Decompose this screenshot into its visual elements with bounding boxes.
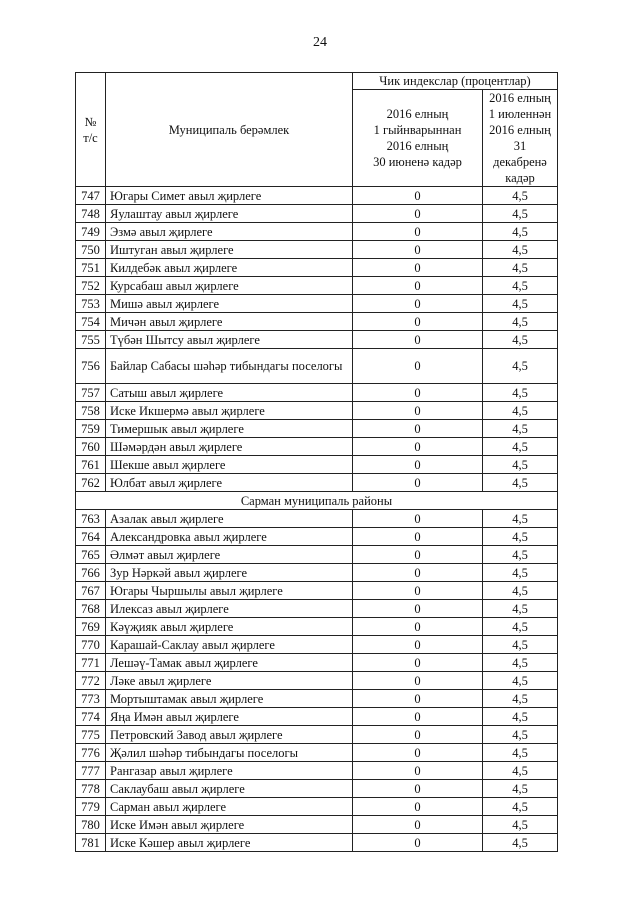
table-row — [76, 546, 558, 564]
index-period-2: 4,5 — [483, 582, 558, 600]
header-municipality: Муниципаль берәмлек — [106, 73, 353, 187]
municipality-name: Әлмәт авыл җирлеге — [106, 546, 353, 564]
municipality-name: Тимершык авыл җирлеге — [106, 420, 353, 438]
index-period-1: 0 — [353, 600, 483, 618]
row-number: 760 — [76, 438, 106, 456]
index-period-2: 4,5 — [483, 510, 558, 528]
index-period-2: 4,5 — [483, 456, 558, 474]
municipality-name: Яулаштау авыл җирлеге — [106, 205, 353, 223]
index-period-1: 0 — [353, 636, 483, 654]
row-number: 776 — [76, 744, 106, 762]
municipality-name: Илексаз авыл җирлеге — [106, 600, 353, 618]
municipality-name: Мишә авыл җирлеге — [106, 295, 353, 313]
table-row — [76, 798, 558, 816]
table-row — [76, 618, 558, 636]
table-row — [76, 187, 558, 205]
index-table — [75, 72, 558, 852]
table-row — [76, 474, 558, 492]
municipality-name: Кәүҗияк авыл җирлеге — [106, 618, 353, 636]
table-row — [76, 690, 558, 708]
index-period-2: 4,5 — [483, 420, 558, 438]
table-row — [76, 636, 558, 654]
row-number: 756 — [76, 349, 106, 384]
municipality-name: Сарман авыл җирлеге — [106, 798, 353, 816]
table-row — [76, 402, 558, 420]
table-row — [76, 438, 558, 456]
table-row — [76, 780, 558, 798]
row-number: 752 — [76, 277, 106, 295]
table-row — [76, 223, 558, 241]
index-period-2: 4,5 — [483, 816, 558, 834]
row-number: 754 — [76, 313, 106, 331]
municipality-name: Зур Нәркәй авыл җирлеге — [106, 564, 353, 582]
index-period-2: 4,5 — [483, 708, 558, 726]
index-period-1: 0 — [353, 834, 483, 852]
municipality-name: Петровский Завод авыл җирлеге — [106, 726, 353, 744]
index-period-2: 4,5 — [483, 744, 558, 762]
index-period-1: 0 — [353, 546, 483, 564]
index-period-1: 0 — [353, 708, 483, 726]
index-period-1: 0 — [353, 798, 483, 816]
row-number: 774 — [76, 708, 106, 726]
index-period-1: 0 — [353, 528, 483, 546]
municipality-name: Саклаубаш авыл җирлеге — [106, 780, 353, 798]
municipality-name: Җәлил шәһәр тибындагы поселогы — [106, 744, 353, 762]
row-number: 765 — [76, 546, 106, 564]
row-number: 768 — [76, 600, 106, 618]
index-period-1: 0 — [353, 349, 483, 384]
municipality-name: Иске Имән авыл җирлеге — [106, 816, 353, 834]
header-limit-indexes: Чик индекслар (процентлар) — [353, 73, 558, 90]
index-period-1: 0 — [353, 510, 483, 528]
municipality-name: Иске Кәшер авыл җирлеге — [106, 834, 353, 852]
municipality-name: Курсабаш авыл җирлеге — [106, 277, 353, 295]
table-row — [76, 726, 558, 744]
table-row — [76, 241, 558, 259]
header-number: № т/с — [76, 73, 106, 187]
table-row — [76, 420, 558, 438]
index-period-2: 4,5 — [483, 690, 558, 708]
row-number: 778 — [76, 780, 106, 798]
municipality-name: Рангазар авыл җирлеге — [106, 762, 353, 780]
index-period-1: 0 — [353, 384, 483, 402]
index-period-2: 4,5 — [483, 241, 558, 259]
municipality-name: Килдебәк авыл җирлеге — [106, 259, 353, 277]
row-number: 767 — [76, 582, 106, 600]
table-row — [76, 331, 558, 349]
index-period-2: 4,5 — [483, 402, 558, 420]
index-period-1: 0 — [353, 564, 483, 582]
index-period-2: 4,5 — [483, 474, 558, 492]
table-row — [76, 384, 558, 402]
page-number: 24 — [313, 35, 327, 50]
index-period-2: 4,5 — [483, 780, 558, 798]
row-number: 777 — [76, 762, 106, 780]
index-period-2: 4,5 — [483, 564, 558, 582]
index-period-1: 0 — [353, 474, 483, 492]
index-period-1: 0 — [353, 420, 483, 438]
index-period-1: 0 — [353, 277, 483, 295]
row-number: 781 — [76, 834, 106, 852]
index-period-2: 4,5 — [483, 277, 558, 295]
row-number: 764 — [76, 528, 106, 546]
index-period-1: 0 — [353, 456, 483, 474]
row-number: 780 — [76, 816, 106, 834]
index-period-1: 0 — [353, 187, 483, 205]
municipality-name: Шекше авыл җирлеге — [106, 456, 353, 474]
index-period-2: 4,5 — [483, 600, 558, 618]
row-number: 770 — [76, 636, 106, 654]
municipality-name: Сатыш авыл җирлеге — [106, 384, 353, 402]
index-period-2: 4,5 — [483, 187, 558, 205]
index-period-2: 4,5 — [483, 349, 558, 384]
municipality-name: Юлбат авыл җирлеге — [106, 474, 353, 492]
index-period-1: 0 — [353, 726, 483, 744]
municipality-name: Мортыштамак авыл җирлеге — [106, 690, 353, 708]
row-number: 755 — [76, 331, 106, 349]
index-period-1: 0 — [353, 223, 483, 241]
index-period-2: 4,5 — [483, 223, 558, 241]
table-row — [76, 708, 558, 726]
row-number: 772 — [76, 672, 106, 690]
header-period-1: 2016 елның 1 гыйнварыннан 2016 елның 30 июненә кадәр — [353, 90, 483, 187]
index-period-2: 4,5 — [483, 762, 558, 780]
index-period-2: 4,5 — [483, 726, 558, 744]
index-period-1: 0 — [353, 780, 483, 798]
index-period-1: 0 — [353, 690, 483, 708]
index-period-1: 0 — [353, 816, 483, 834]
table-row — [76, 295, 558, 313]
index-period-2: 4,5 — [483, 331, 558, 349]
table-row — [76, 259, 558, 277]
table-row — [76, 672, 558, 690]
table-row — [76, 654, 558, 672]
index-period-1: 0 — [353, 582, 483, 600]
index-period-2: 4,5 — [483, 438, 558, 456]
index-period-2: 4,5 — [483, 259, 558, 277]
table-row — [76, 600, 558, 618]
table-row — [76, 205, 558, 223]
row-number: 750 — [76, 241, 106, 259]
index-period-2: 4,5 — [483, 672, 558, 690]
table-row — [76, 510, 558, 528]
index-period-2: 4,5 — [483, 636, 558, 654]
table-row — [76, 313, 558, 331]
table-row — [76, 277, 558, 295]
row-number: 751 — [76, 259, 106, 277]
municipality-name: Иштуган авыл җирлеге — [106, 241, 353, 259]
municipality-name: Шәмәрдән авыл җирлеге — [106, 438, 353, 456]
municipality-name: Түбән Шытсу авыл җирлеге — [106, 331, 353, 349]
index-period-1: 0 — [353, 259, 483, 277]
index-period-1: 0 — [353, 618, 483, 636]
municipality-name: Карашай-Саклау авыл җирлеге — [106, 636, 353, 654]
index-period-2: 4,5 — [483, 205, 558, 223]
index-period-2: 4,5 — [483, 618, 558, 636]
municipality-name: Иске Икшермә авыл җирлеге — [106, 402, 353, 420]
table-row — [76, 528, 558, 546]
row-number: 757 — [76, 384, 106, 402]
row-number: 749 — [76, 223, 106, 241]
row-number: 762 — [76, 474, 106, 492]
row-number: 773 — [76, 690, 106, 708]
index-period-2: 4,5 — [483, 834, 558, 852]
row-number: 771 — [76, 654, 106, 672]
municipality-name: Мичән авыл җирлеге — [106, 313, 353, 331]
row-number: 758 — [76, 402, 106, 420]
row-number: 759 — [76, 420, 106, 438]
index-period-1: 0 — [353, 241, 483, 259]
index-period-1: 0 — [353, 744, 483, 762]
row-number: 763 — [76, 510, 106, 528]
index-period-2: 4,5 — [483, 313, 558, 331]
section-title: Сарман муниципаль районы — [76, 492, 558, 510]
table-row — [76, 456, 558, 474]
table-row — [76, 744, 558, 762]
row-number: 766 — [76, 564, 106, 582]
index-period-1: 0 — [353, 672, 483, 690]
row-number: 769 — [76, 618, 106, 636]
table-body-part-1 — [76, 187, 558, 492]
index-period-2: 4,5 — [483, 528, 558, 546]
table-row — [76, 349, 558, 384]
row-number: 748 — [76, 205, 106, 223]
index-period-2: 4,5 — [483, 654, 558, 672]
table-row — [76, 834, 558, 852]
index-period-1: 0 — [353, 295, 483, 313]
row-number: 761 — [76, 456, 106, 474]
index-period-2: 4,5 — [483, 546, 558, 564]
index-period-2: 4,5 — [483, 384, 558, 402]
row-number: 753 — [76, 295, 106, 313]
municipality-name: Байлар Сабасы шәһәр тибындагы поселогы — [106, 349, 353, 384]
table-row — [76, 582, 558, 600]
index-period-1: 0 — [353, 654, 483, 672]
municipality-name: Лешәү-Тамак авыл җирлеге — [106, 654, 353, 672]
header-period-2: 2016 елның 1 июленнән 2016 елның 31 декабренә кадәр — [483, 90, 558, 187]
index-period-1: 0 — [353, 205, 483, 223]
index-period-1: 0 — [353, 438, 483, 456]
index-period-2: 4,5 — [483, 798, 558, 816]
municipality-name: Ләке авыл җирлеге — [106, 672, 353, 690]
row-number: 775 — [76, 726, 106, 744]
municipality-name: Югары Симет авыл җирлеге — [106, 187, 353, 205]
table-row — [76, 564, 558, 582]
row-number: 779 — [76, 798, 106, 816]
municipality-name: Эзмә авыл җирлеге — [106, 223, 353, 241]
municipality-name: Азалак авыл җирлеге — [106, 510, 353, 528]
index-period-2: 4,5 — [483, 295, 558, 313]
section-row-group — [76, 492, 558, 510]
row-number: 747 — [76, 187, 106, 205]
municipality-name: Югары Чыршылы авыл җирлеге — [106, 582, 353, 600]
table-row — [76, 816, 558, 834]
municipality-name: Яңа Имән авыл җирлеге — [106, 708, 353, 726]
table-body-part-2 — [76, 510, 558, 852]
index-period-1: 0 — [353, 331, 483, 349]
table-row — [76, 762, 558, 780]
index-period-1: 0 — [353, 762, 483, 780]
index-period-1: 0 — [353, 313, 483, 331]
municipality-name: Александровка авыл җирлеге — [106, 528, 353, 546]
index-period-1: 0 — [353, 402, 483, 420]
